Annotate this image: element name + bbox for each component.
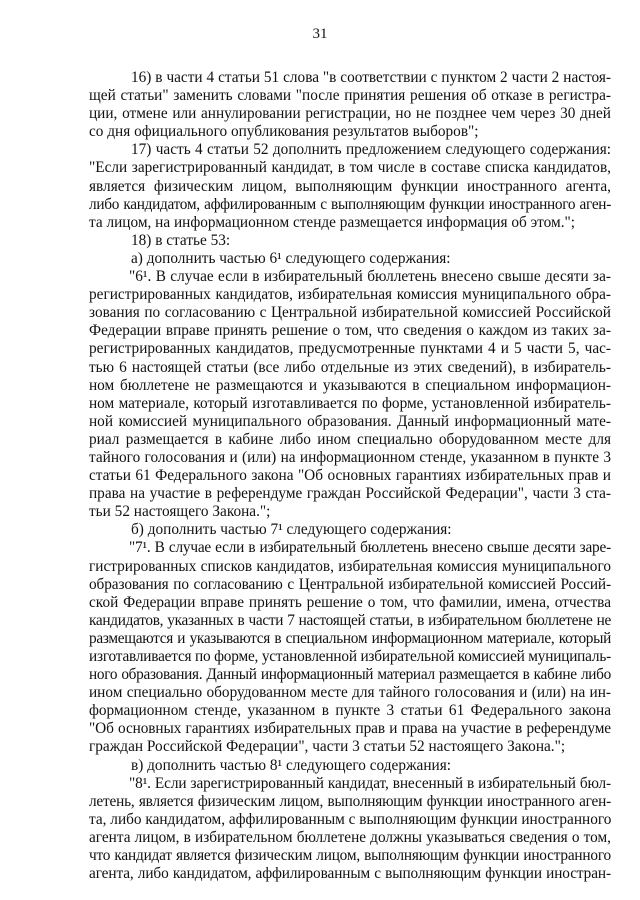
text-line: агента, либо кандидатом, аффилированным с выполняющим функции иностран- [89,865,611,883]
text-line: тайного голосования и (или) на информационном стенде, указанном в пункте 3 [89,448,611,466]
text-line: риал размещается в кабине либо ином специально оборудованном месте для [89,430,611,448]
text-line: зования по согласованию с Центральной избирательной комиссией Российской [89,304,611,322]
text-line: ном материале, который изготавливается по форме, установленной избиратель- [89,394,611,412]
text-line: тью 6 настоящей статьи (все либо отдельные из этих сведений), в избиратель- [89,358,611,376]
text-line: формационном стенде, указанном в пункте 3 статьи 61 Федерального закона [89,702,611,720]
text-line: ином специально оборудованном месте для тайного голосования и (или) на ин- [89,684,611,702]
text-line: "Если зарегистрированный кандидат, в том числе в составе списка кандидатов, [89,159,611,177]
text-line: "8¹. Если зарегистрированный кандидат, внесенный в избирательный бюл- [129,774,611,792]
text-line: "Об основных гарантиях избирательных прав и права на участие в референдуме [89,720,611,738]
text-line: права на участие в референдуме граждан Российской Федерации", части 3 ста- [89,485,611,503]
text-line: та лицом, на информационном стенде размещается информация об этом."; [89,213,576,231]
document-body [89,69,611,883]
text-line: 17) часть 4 статьи 52 дополнить предложением следующего содержания: [131,141,611,159]
text-line: образования по согласованию с Центральной избирательной комиссией Россий- [89,575,611,593]
text-line: является физическим лицом, выполняющим функции иностранного агента, [89,177,611,195]
text-line: кандидатов, указанных в части 7 настоящей статьи, в избирательном бюллетене не [89,611,611,629]
text-line: ном бюллетене не размещаются и указываются в специальном информацион- [89,376,611,394]
page-number: 31 [312,26,328,42]
text-line: ской Федерации вправе принять решение о том, что фамилии, имена, отчества [89,593,611,611]
text-line: 18) в статье 53: [131,231,231,249]
text-line: граждан Российской Федерации", части 3 статьи 52 настоящего Закона."; [89,738,566,756]
text-line: Федерации вправе принять решение о том, что сведения о каждом из таких за- [89,322,611,340]
text-line: щей статьи" заменить словами "после принятия решения об отказе в регистра- [89,87,611,105]
text-line: что кандидат является физическим лицом, выполняющим функции иностранного [89,847,611,865]
text-line: б) дополнить частью 7¹ следующего содержания: [131,521,452,539]
text-line: ного образования. Данный информационный материал размещается в кабине либо [89,666,611,684]
text-line: регистрированных кандидатов, избирательная комиссия муниципального обра- [89,286,611,304]
text-line: либо кандидатом, аффилированным с выполняющим функции иностранного аген- [89,195,611,213]
text-line: агента лицом, в избирательном бюллетене должны указываться сведения о том, [89,828,611,846]
text-line: гистрированных списков кандидатов, избирательная комиссия муниципального [89,557,611,575]
text-line: регистрированных кандидатов, предусмотренные пунктами 4 и 5 части 5, час- [89,340,611,358]
text-line: в) дополнить частью 8¹ следующего содержания: [131,756,451,774]
text-line: та, либо кандидатом, аффилированным с выполняющим функции иностранного [89,810,612,828]
text-line: "7¹. В случае если в избирательный бюллетень внесено свыше десяти заре- [129,539,611,557]
text-line: ции, отмене или аннулировании регистрации, но не позднее чем через 30 дней [89,105,611,123]
text-line: статьи 61 Федерального закона "Об основных гарантиях избирательных прав и [89,467,611,485]
text-line: размещаются и указываются в специальном информационном материале, который [89,629,611,647]
text-line: изготавливается по форме, установленной избирательной комиссией муниципаль- [89,648,611,665]
text-line: ной комиссией муниципального образования. Данный информационный мате- [89,412,611,430]
text-line: со дня официального опубликования результатов выборов"; [89,123,479,141]
text-line: тьи 52 настоящего Закона."; [89,503,271,521]
text-line: а) дополнить частью 6¹ следующего содержания: [131,249,451,267]
text-line: 16) в части 4 статьи 51 слова "в соответствии с пунктом 2 части 2 настоя- [131,69,611,86]
text-line: "6¹. В случае если в избирательный бюллетень внесено свыше десяти за- [129,268,611,286]
text-line: летень, является физическим лицом, выполняющим функции иностранного аген- [89,792,611,810]
